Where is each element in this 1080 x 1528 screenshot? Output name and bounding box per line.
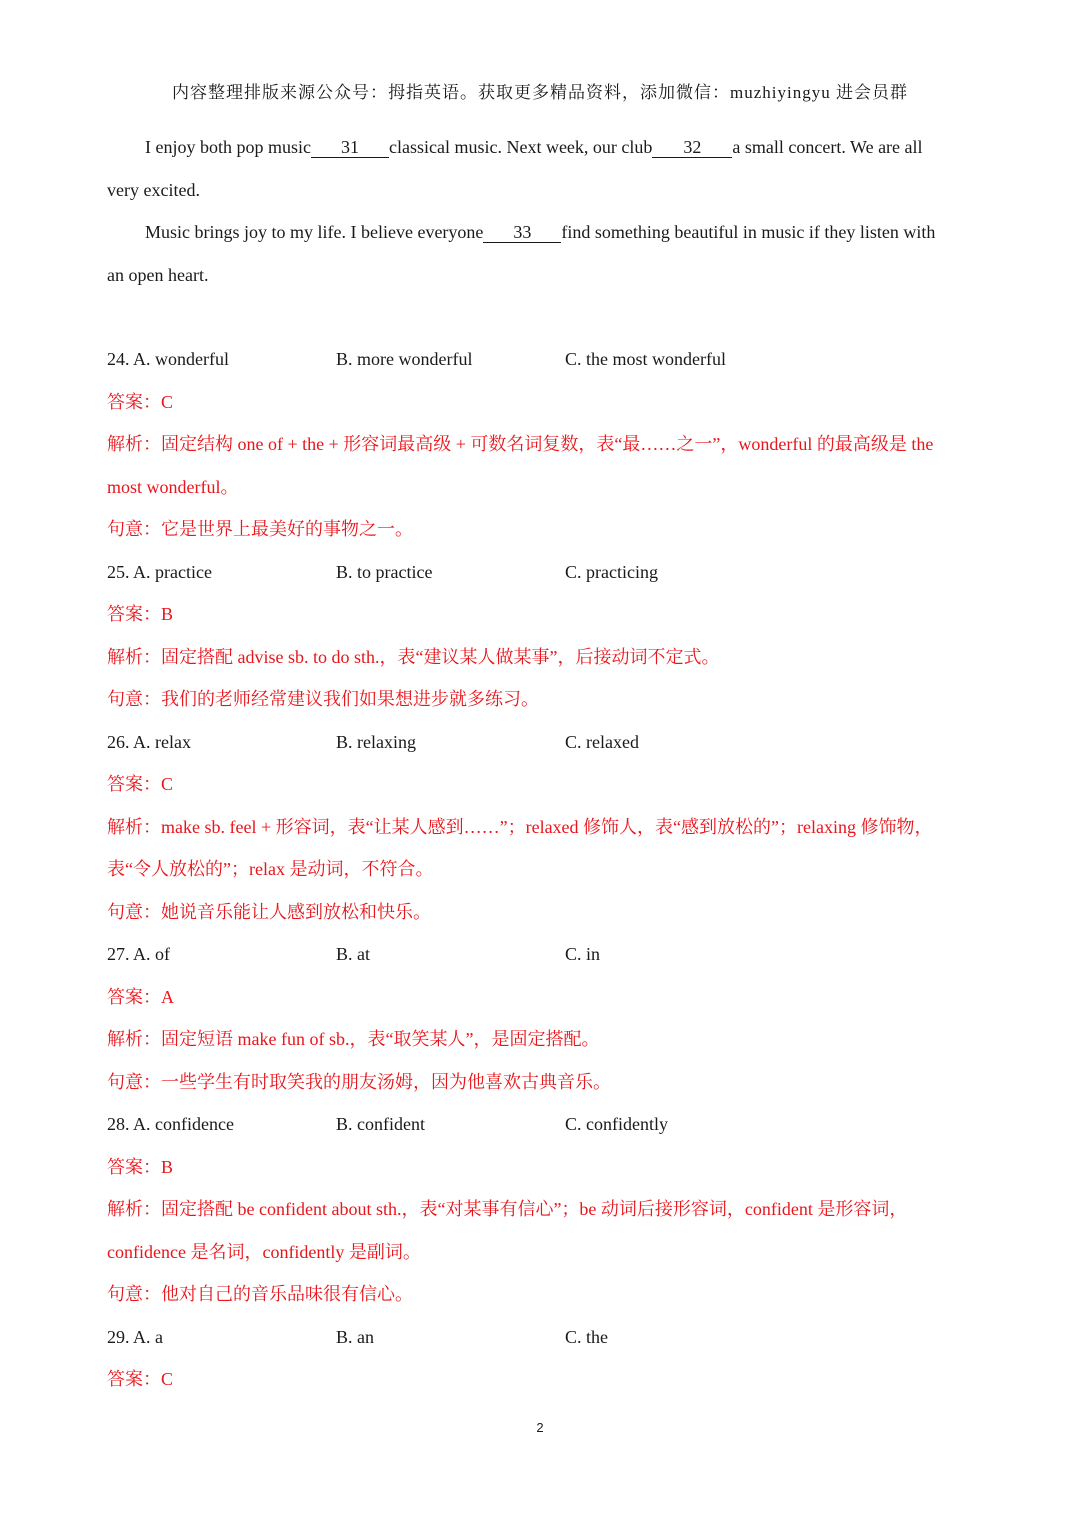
blank-31: 31 — [311, 137, 389, 158]
passage-text: I enjoy both pop music — [145, 137, 311, 157]
option-c: C. confidently — [565, 1114, 668, 1134]
answer-line: 答案：A — [107, 986, 174, 1007]
option-b: B. more wonderful — [336, 349, 473, 369]
option-a: 24. A. wonderful — [107, 349, 229, 369]
answer-line: 答案：B — [107, 604, 174, 624]
blank-33: 33 — [483, 222, 561, 243]
meaning-line: 句意：一些学生有时取笑我的朋友汤姆，因为他喜欢古典音乐。 — [107, 1071, 611, 1092]
meaning-line: 句意：我们的老师经常建议我们如果想进步就多练习。 — [107, 689, 539, 709]
answer-line: 答案：B — [107, 1156, 174, 1177]
option-a: 27. A. of — [107, 944, 170, 964]
meaning-line: 句意：她说音乐能让人感到放松和快乐。 — [107, 901, 431, 922]
analysis-line: 解析：固定结构 one of + the + 形容词最高级 + 可数名词复数，表“最……之一”，wonderful 的最高级是 the most wonderful。 — [107, 434, 934, 497]
analysis-line: 解析：make sb. feel + 形容词，表“让某人感到……”；relaxed 修饰人，表“感到放松的”；relaxing 修饰物，表“令人放松的”；relax 是动词，不符合。 — [107, 816, 933, 879]
option-b: B. confident — [336, 1114, 425, 1134]
question-options-29 — [107, 1316, 947, 1359]
option-b: B. at — [336, 944, 370, 964]
header-notice: 内容整理排版来源公众号：拇指英语。获取更多精品资料，添加微信：muzhiyingyu 进会员群 — [172, 83, 908, 102]
passage-text: classical music. Next week, our club — [388, 137, 653, 157]
analysis-line: 解析：固定短语 make fun of sb.，表“取笑某人”，是固定搭配。 — [107, 1029, 600, 1049]
analysis-line: 解析：固定搭配 be confident about sth.，表“对某事有信心”；be 动词后接形容词，confident 是形容词，confidence 是名词，confidently 是副词。 — [107, 1199, 908, 1262]
question-options-27 — [107, 933, 947, 976]
meaning-line: 句意：它是世界上最美好的事物之一。 — [107, 519, 413, 539]
passage-text: a small concert. We are all very excited. — [107, 137, 923, 200]
analysis-line: 解析：固定搭配 advise sb. to do sth.，表“建议某人做某事”，后接动词不定式。 — [107, 646, 720, 667]
question-options-26 — [107, 721, 947, 764]
meaning-line: 句意：他对自己的音乐品味很有信心。 — [107, 1284, 413, 1304]
question-options-28 — [107, 1103, 947, 1146]
reading-passage — [107, 126, 947, 296]
option-b: B. an — [336, 1326, 374, 1347]
option-a: 25. A. practice — [107, 561, 212, 582]
answer-line: 答案：C — [107, 1369, 174, 1389]
option-b: B. to practice — [336, 561, 433, 582]
passage-paragraph-2 — [107, 211, 947, 296]
option-c: C. in — [565, 944, 601, 964]
answer-line: 答案：C — [107, 774, 174, 794]
option-a: 29. A. a — [107, 1326, 163, 1347]
passage-paragraph-1 — [107, 126, 947, 211]
option-c: C. the most wonderful — [565, 349, 726, 369]
page-number: 2 — [536, 1420, 544, 1435]
passage-text: find something beautiful in music if they listen with an open heart. — [107, 222, 936, 285]
answer-key — [107, 338, 947, 1401]
option-c: C. the — [565, 1326, 608, 1347]
question-options-24 — [107, 338, 947, 381]
blank-32: 32 — [652, 137, 732, 158]
option-b: B. relaxing — [336, 731, 416, 752]
option-a: 28. A. confidence — [107, 1114, 234, 1134]
option-c: C. relaxed — [565, 731, 639, 752]
passage-text: Music brings joy to my life. I believe everyone — [145, 222, 484, 242]
answer-line: 答案：C — [107, 391, 174, 412]
option-c: C. practicing — [565, 561, 658, 582]
question-options-25 — [107, 551, 947, 594]
option-a: 26. A. relax — [107, 731, 191, 752]
